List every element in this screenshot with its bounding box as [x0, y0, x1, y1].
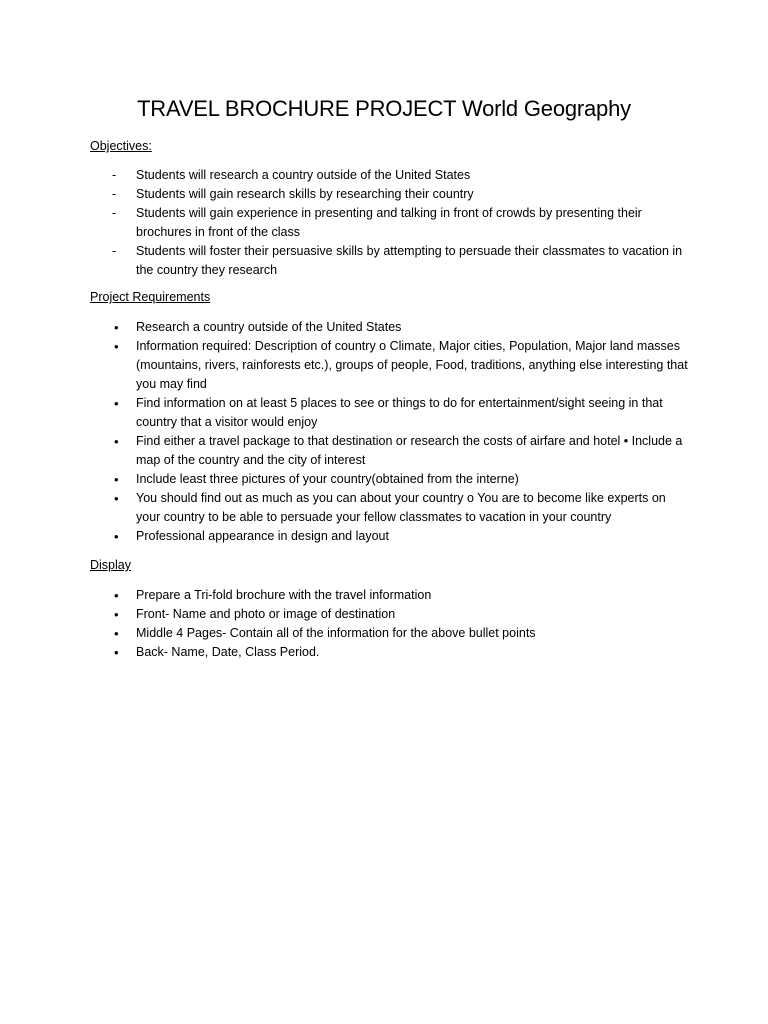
- list-item: [90, 318, 690, 337]
- bullet-marker: •: [114, 626, 119, 641]
- bullet-marker: •: [114, 434, 119, 449]
- requirements-heading: Project Requirements: [90, 290, 211, 304]
- bullet-marker: •: [114, 645, 119, 660]
- list-item: [90, 394, 690, 432]
- list-item-text: You should find out as much as you can about your country o You are to become like experts on your country to be able to persuade your fellow classmates to vacation in your country: [136, 491, 666, 524]
- list-item: [90, 624, 690, 643]
- requirements-list: [90, 318, 690, 546]
- objectives-heading: Objectives:: [90, 139, 152, 153]
- bullet-marker: •: [114, 472, 119, 487]
- dash-marker: -: [112, 168, 117, 182]
- list-item: [90, 337, 690, 394]
- display-list: [90, 586, 690, 662]
- bullet-marker: •: [114, 491, 119, 506]
- dash-marker: -: [112, 187, 117, 201]
- list-item-text: Front- Name and photo or image of destination: [136, 607, 396, 621]
- list-item: [90, 527, 690, 546]
- bullet-marker: •: [114, 320, 119, 335]
- list-item: [90, 432, 690, 470]
- dash-marker: -: [112, 206, 117, 220]
- list-item: [90, 242, 690, 280]
- list-item-text: Middle 4 Pages- Contain all of the information for the above bullet points: [136, 626, 536, 640]
- list-item-text: Students will gain research skills by researching their country: [136, 187, 474, 201]
- list-item-text: Students will gain experience in presenting and talking in front of crowds by presenting their brochures in front of the class: [136, 206, 642, 239]
- list-item: [90, 586, 690, 605]
- bullet-marker: •: [114, 588, 119, 603]
- list-item-text: Include least three pictures of your country(obtained from the interne): [136, 472, 519, 486]
- list-item-text: Research a country outside of the United States: [136, 320, 402, 334]
- list-item: [90, 470, 690, 489]
- bullet-marker: •: [114, 339, 119, 354]
- list-item: [90, 605, 690, 624]
- display-heading: Display: [90, 558, 131, 572]
- page-title: TRAVEL BROCHURE PROJECT World Geography: [137, 96, 631, 121]
- list-item-text: Students will research a country outside of the United States: [136, 168, 471, 182]
- list-item: [90, 185, 690, 204]
- dash-marker: -: [112, 244, 117, 258]
- list-item: [90, 166, 690, 185]
- bullet-marker: •: [114, 396, 119, 411]
- list-item-text: Students will foster their persuasive skills by attempting to persuade their classmates to vacation in the country they research: [136, 244, 683, 277]
- list-item: [90, 643, 690, 662]
- list-item-text: Professional appearance in design and layout: [136, 529, 389, 543]
- list-item-text: Find either a travel package to that destination or research the costs of airfare and hotel • Include a map of the country and the city of interest: [136, 434, 683, 467]
- objectives-list: [90, 166, 690, 280]
- list-item-text: Information required: Description of country o Climate, Major cities, Population, Major land masses (mountains, rivers, rainforests etc.), groups of people, Food, traditions, anything else interesting that you may find: [136, 339, 688, 391]
- list-item-text: Prepare a Tri-fold brochure with the travel information: [136, 588, 432, 602]
- list-item-text: Back- Name, Date, Class Period.: [136, 645, 320, 659]
- bullet-marker: •: [114, 607, 119, 622]
- list-item: [90, 489, 690, 527]
- list-item-text: Find information on at least 5 places to see or things to do for entertainment/sight seeing in that country that a visitor would enjoy: [136, 396, 663, 429]
- bullet-marker: •: [114, 529, 119, 544]
- list-item: [90, 204, 690, 242]
